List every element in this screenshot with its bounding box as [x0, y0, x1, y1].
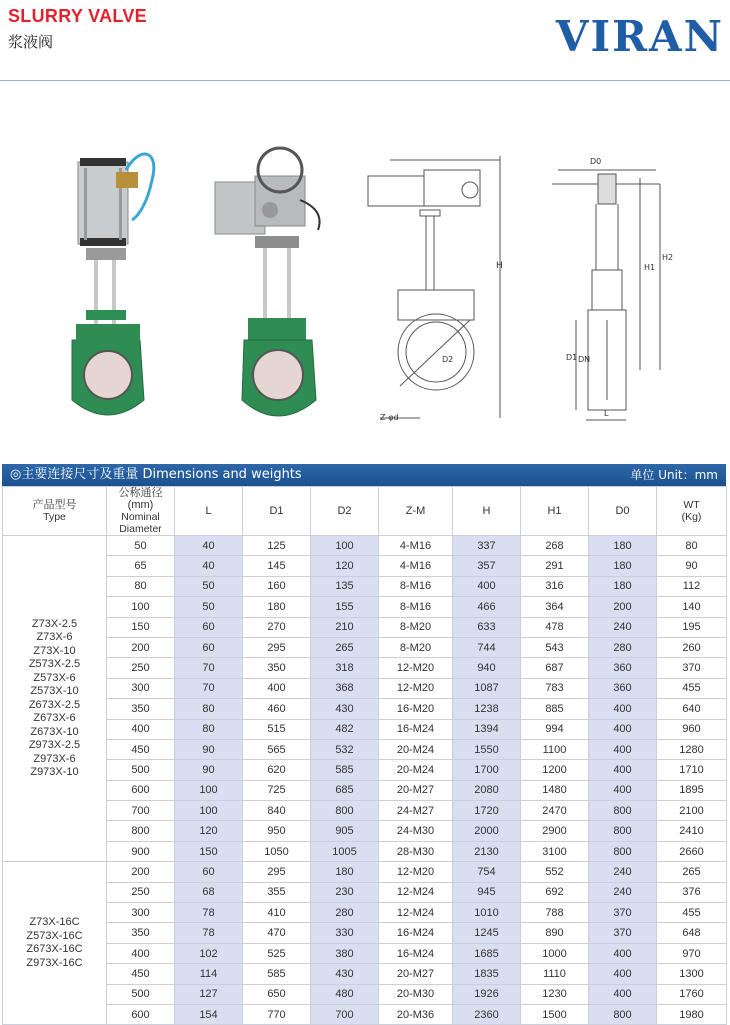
table-cell: 455: [657, 903, 727, 923]
table-cell: 2100: [657, 801, 727, 821]
page-title: SLURRY VALVE: [8, 6, 147, 26]
table-cell: 270: [243, 617, 311, 637]
table-cell: 100: [175, 780, 243, 800]
table-cell: 885: [521, 699, 589, 719]
side-drawing: [552, 170, 660, 420]
drawing-label-dn: DN: [578, 355, 591, 364]
table-cell: 480: [311, 984, 379, 1004]
table-row: [3, 617, 727, 637]
table-cell: 268: [521, 536, 589, 556]
table-cell: 155: [311, 597, 379, 617]
header-zm: Z-M: [379, 487, 453, 536]
table-cell: 80: [657, 536, 727, 556]
table-cell: 376: [657, 882, 727, 902]
table-cell: 120: [175, 821, 243, 841]
table-cell: 1760: [657, 984, 727, 1004]
table-cell: 410: [243, 903, 311, 923]
table-cell: 1087: [453, 678, 521, 698]
table-cell: 200: [589, 597, 657, 617]
electric-valve-photo: [215, 148, 320, 416]
table-cell: 700: [107, 801, 175, 821]
table-cell: 12-M20: [379, 862, 453, 882]
table-cell: 60: [175, 862, 243, 882]
table-cell: 685: [311, 780, 379, 800]
table-cell: 400: [589, 760, 657, 780]
table-cell: 500: [107, 760, 175, 780]
table-cell: 687: [521, 658, 589, 678]
table-title: ◎主要连接尺寸及重量 Dimensions and weights: [10, 467, 302, 482]
table-cell: 127: [175, 984, 243, 1004]
drawing-label-h2: H2: [662, 253, 674, 262]
table-cell: 2080: [453, 780, 521, 800]
table-row: [3, 943, 727, 963]
header-type: 产品型号 Type: [3, 487, 107, 536]
table-cell: 450: [107, 964, 175, 984]
table-cell: 78: [175, 903, 243, 923]
table-cell: 1100: [521, 739, 589, 759]
table-cell: 28-M30: [379, 841, 453, 861]
table-cell: 1280: [657, 739, 727, 759]
table-cell: 585: [243, 964, 311, 984]
table-cell: 360: [589, 658, 657, 678]
table-cell: 240: [589, 862, 657, 882]
table-cell: 950: [243, 821, 311, 841]
table-cell: 500: [107, 984, 175, 1004]
page-subtitle-cn: 浆液阀: [8, 33, 54, 51]
table-cell: 100: [107, 597, 175, 617]
table-cell: 68: [175, 882, 243, 902]
header-weight: WT (Kg): [657, 487, 727, 536]
header-d0: D0: [589, 487, 657, 536]
table-cell: 318: [311, 658, 379, 678]
table-cell: 60: [175, 637, 243, 657]
table-cell: 8-M16: [379, 576, 453, 596]
table-row: [3, 576, 727, 596]
table-row: [3, 719, 727, 739]
table-cell: 725: [243, 780, 311, 800]
table-row: [3, 658, 727, 678]
header-h: H: [453, 487, 521, 536]
table-cell: 16-M20: [379, 699, 453, 719]
table-cell: 1110: [521, 964, 589, 984]
brand-logo: VIRAN: [555, 12, 724, 61]
table-cell: 265: [311, 637, 379, 657]
table-cell: 400: [589, 984, 657, 1004]
table-cell: 50: [175, 597, 243, 617]
drawing-label-zm: Z-φd: [380, 413, 399, 422]
table-cell: 16-M24: [379, 943, 453, 963]
table-cell: 210: [311, 617, 379, 637]
drawing-label-l: L: [604, 409, 609, 418]
table-cell: 900: [107, 841, 175, 861]
table-cell: 16-M24: [379, 719, 453, 739]
drawing-label-h1: H1: [644, 263, 656, 272]
table-cell: 295: [243, 637, 311, 657]
table-cell: 350: [243, 658, 311, 678]
table-cell: 450: [107, 739, 175, 759]
table-cell: 20-M30: [379, 984, 453, 1004]
table-cell: 600: [107, 1004, 175, 1024]
table-cell: 355: [243, 882, 311, 902]
table-cell: 400: [107, 943, 175, 963]
table-row: [3, 678, 727, 698]
table-cell: 1926: [453, 984, 521, 1004]
table-cell: 12-M20: [379, 678, 453, 698]
table-row: [3, 801, 727, 821]
table-cell: 195: [657, 617, 727, 637]
table-cell: 400: [589, 699, 657, 719]
table-cell: 1500: [521, 1004, 589, 1024]
table-cell: 330: [311, 923, 379, 943]
table-cell: 135: [311, 576, 379, 596]
drawing-label-d0: D0: [590, 157, 602, 166]
dimensions-table: [2, 486, 727, 1025]
table-cell: 1835: [453, 964, 521, 984]
table-cell: 180: [589, 556, 657, 576]
table-cell: 80: [107, 576, 175, 596]
table-cell: 1005: [311, 841, 379, 861]
table-cell: 800: [589, 821, 657, 841]
table-cell: 525: [243, 943, 311, 963]
table-cell: 1700: [453, 760, 521, 780]
table-cell: 482: [311, 719, 379, 739]
table-cell: 280: [589, 637, 657, 657]
table-title-bar: [2, 464, 726, 486]
table-cell: 12-M20: [379, 658, 453, 678]
table-cell: 1200: [521, 760, 589, 780]
table-cell: 114: [175, 964, 243, 984]
table-cell: 400: [453, 576, 521, 596]
table-cell: 300: [107, 678, 175, 698]
table-cell: 620: [243, 760, 311, 780]
table-cell: 788: [521, 903, 589, 923]
table-cell: 430: [311, 964, 379, 984]
table-cell: 1550: [453, 739, 521, 759]
table-cell: 800: [589, 801, 657, 821]
table-row: [3, 984, 727, 1004]
table-cell: 40: [175, 556, 243, 576]
table-cell: 1238: [453, 699, 521, 719]
table-row: [3, 739, 727, 759]
table-cell: 1685: [453, 943, 521, 963]
table-cell: 400: [589, 739, 657, 759]
table-cell: 370: [657, 658, 727, 678]
table-cell: 337: [453, 536, 521, 556]
table-cell: 945: [453, 882, 521, 902]
table-cell: 180: [589, 576, 657, 596]
table-cell: 800: [589, 1004, 657, 1024]
table-cell: 16-M24: [379, 923, 453, 943]
table-cell: 400: [589, 964, 657, 984]
table-cell: 8-M16: [379, 597, 453, 617]
table-row: [3, 841, 727, 861]
table-cell: 970: [657, 943, 727, 963]
table-cell: 20-M36: [379, 1004, 453, 1024]
front-drawing: [368, 156, 500, 418]
table-cell: 360: [589, 678, 657, 698]
table-cell: 1710: [657, 760, 727, 780]
table-cell: 350: [107, 699, 175, 719]
table-row: [3, 780, 727, 800]
table-cell: 230: [311, 882, 379, 902]
table-cell: 40: [175, 536, 243, 556]
table-cell: 20-M27: [379, 964, 453, 984]
table-cell: 50: [107, 536, 175, 556]
table-row: [3, 964, 727, 984]
drawing-label-d1: D1: [566, 353, 578, 362]
table-cell: 1000: [521, 943, 589, 963]
table-cell: 800: [107, 821, 175, 841]
table-cell: 140: [657, 597, 727, 617]
table-cell: 840: [243, 801, 311, 821]
table-row: [3, 760, 727, 780]
table-header-row: [3, 487, 727, 536]
table-row: [3, 597, 727, 617]
table-row: [3, 1004, 727, 1024]
type-cell: Z73X-2.5 Z73X-6 Z73X-10 Z573X-2.5 Z573X-6 Z573X-10 Z673X-2.5 Z673X-6 Z673X-10 Z973X-2.5 Z973X-6 Z973X-10: [3, 536, 107, 862]
table-cell: 125: [243, 536, 311, 556]
table-cell: 316: [521, 576, 589, 596]
table-cell: 2900: [521, 821, 589, 841]
table-cell: 2130: [453, 841, 521, 861]
table-cell: 200: [107, 862, 175, 882]
table-body: [3, 536, 727, 1025]
table-row: [3, 821, 727, 841]
table-cell: 648: [657, 923, 727, 943]
table-cell: 515: [243, 719, 311, 739]
table-cell: 90: [657, 556, 727, 576]
table-row: [3, 903, 727, 923]
table-cell: 65: [107, 556, 175, 576]
table-cell: 12-M24: [379, 882, 453, 902]
table-cell: 744: [453, 637, 521, 657]
table-row: [3, 862, 727, 882]
table-cell: 150: [107, 617, 175, 637]
table-cell: 4-M16: [379, 536, 453, 556]
table-cell: 50: [175, 576, 243, 596]
table-cell: 478: [521, 617, 589, 637]
table-cell: 960: [657, 719, 727, 739]
header-d2: D2: [311, 487, 379, 536]
table-row: [3, 699, 727, 719]
table-cell: 20-M27: [379, 780, 453, 800]
table-cell: 265: [657, 862, 727, 882]
table-cell: 250: [107, 658, 175, 678]
table-cell: 800: [311, 801, 379, 821]
table-cell: 368: [311, 678, 379, 698]
table-cell: 154: [175, 1004, 243, 1024]
table-cell: 60: [175, 617, 243, 637]
pneumatic-valve-photo: [72, 154, 154, 415]
table-cell: 1980: [657, 1004, 727, 1024]
table-cell: 240: [589, 882, 657, 902]
table-cell: 180: [589, 536, 657, 556]
table-cell: 770: [243, 1004, 311, 1024]
table-cell: 1895: [657, 780, 727, 800]
table-cell: 145: [243, 556, 311, 576]
table-cell: 2410: [657, 821, 727, 841]
table-cell: 120: [311, 556, 379, 576]
table-cell: 1010: [453, 903, 521, 923]
table-cell: 3100: [521, 841, 589, 861]
table-cell: 1230: [521, 984, 589, 1004]
table-cell: 357: [453, 556, 521, 576]
table-cell: 700: [311, 1004, 379, 1024]
table-cell: 78: [175, 923, 243, 943]
table-cell: 754: [453, 862, 521, 882]
table-cell: 585: [311, 760, 379, 780]
table-cell: 90: [175, 739, 243, 759]
table-cell: 90: [175, 760, 243, 780]
header-nominal-diameter: 公称通径(mm) Nominal Diameter: [107, 487, 175, 536]
table-cell: 80: [175, 719, 243, 739]
type-cell: Z73X-16C Z573X-16C Z673X-16C Z973X-16C: [3, 862, 107, 1025]
drawing-label-h: H: [496, 261, 503, 271]
table-cell: 460: [243, 699, 311, 719]
table-cell: 543: [521, 637, 589, 657]
table-cell: 280: [311, 903, 379, 923]
table-unit: 单位 Unit：mm: [630, 468, 718, 482]
table-cell: 1720: [453, 801, 521, 821]
table-cell: 20-M24: [379, 760, 453, 780]
table-cell: 240: [589, 617, 657, 637]
table-row: [3, 536, 727, 556]
table-cell: 200: [107, 637, 175, 657]
table-cell: 100: [175, 801, 243, 821]
table-cell: 800: [589, 841, 657, 861]
table-cell: 2470: [521, 801, 589, 821]
table-cell: 400: [589, 780, 657, 800]
table-cell: 180: [311, 862, 379, 882]
table-cell: 291: [521, 556, 589, 576]
table-row: [3, 882, 727, 902]
table-cell: 160: [243, 576, 311, 596]
table-cell: 180: [243, 597, 311, 617]
table-cell: 112: [657, 576, 727, 596]
table-cell: 370: [589, 903, 657, 923]
table-cell: 532: [311, 739, 379, 759]
table-cell: 890: [521, 923, 589, 943]
table-cell: 692: [521, 882, 589, 902]
table-cell: 400: [589, 943, 657, 963]
table-cell: 12-M24: [379, 903, 453, 923]
table-cell: 295: [243, 862, 311, 882]
table-cell: 650: [243, 984, 311, 1004]
table-cell: 783: [521, 678, 589, 698]
product-figures: [0, 140, 730, 440]
table-cell: 102: [175, 943, 243, 963]
table-cell: 2660: [657, 841, 727, 861]
table-cell: 100: [311, 536, 379, 556]
table-cell: 380: [311, 943, 379, 963]
table-cell: 565: [243, 739, 311, 759]
table-cell: 400: [589, 719, 657, 739]
table-cell: 24-M27: [379, 801, 453, 821]
table-cell: 1394: [453, 719, 521, 739]
table-cell: 470: [243, 923, 311, 943]
table-cell: 994: [521, 719, 589, 739]
table-cell: 940: [453, 658, 521, 678]
header-d1: D1: [243, 487, 311, 536]
table-cell: 466: [453, 597, 521, 617]
table-cell: 20-M24: [379, 739, 453, 759]
header-h1: H1: [521, 487, 589, 536]
table-row: [3, 556, 727, 576]
table-cell: 24-M30: [379, 821, 453, 841]
table-cell: 640: [657, 699, 727, 719]
table-cell: 1245: [453, 923, 521, 943]
table-cell: 70: [175, 658, 243, 678]
table-cell: 150: [175, 841, 243, 861]
table-cell: 364: [521, 597, 589, 617]
table-cell: 600: [107, 780, 175, 800]
table-cell: 250: [107, 882, 175, 902]
drawing-label-d2: D2: [442, 355, 454, 364]
table-cell: 8-M20: [379, 617, 453, 637]
table-cell: 400: [243, 678, 311, 698]
table-cell: 1480: [521, 780, 589, 800]
table-cell: 400: [107, 719, 175, 739]
table-cell: 300: [107, 903, 175, 923]
table-row: [3, 637, 727, 657]
table-cell: 2000: [453, 821, 521, 841]
table-cell: 1050: [243, 841, 311, 861]
table-cell: 455: [657, 678, 727, 698]
table-cell: 370: [589, 923, 657, 943]
header-divider: [0, 80, 730, 81]
table-cell: 1300: [657, 964, 727, 984]
table-cell: 70: [175, 678, 243, 698]
table-cell: 350: [107, 923, 175, 943]
table-cell: 2360: [453, 1004, 521, 1024]
table-cell: 905: [311, 821, 379, 841]
table-cell: 4-M16: [379, 556, 453, 576]
table-cell: 430: [311, 699, 379, 719]
table-cell: 80: [175, 699, 243, 719]
table-cell: 260: [657, 637, 727, 657]
table-cell: 552: [521, 862, 589, 882]
table-cell: 8-M20: [379, 637, 453, 657]
table-row: [3, 923, 727, 943]
table-cell: 633: [453, 617, 521, 637]
header-l: L: [175, 487, 243, 536]
